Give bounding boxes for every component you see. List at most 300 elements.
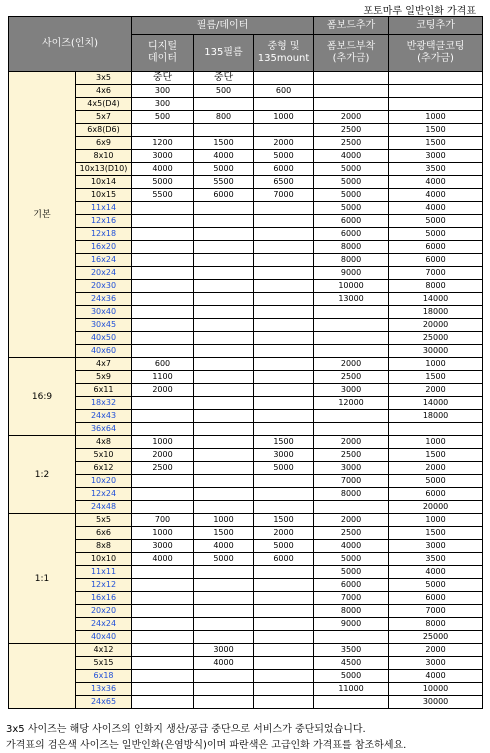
table-row xyxy=(9,462,483,475)
coat-price-cell xyxy=(389,85,483,98)
coat-price-cell: 25000 xyxy=(389,631,483,644)
digital-price-cell xyxy=(132,124,194,137)
film-data-header: 필름/데이터 xyxy=(132,17,314,35)
medium-price-cell xyxy=(254,488,314,501)
table-row xyxy=(9,98,483,111)
foam-price-cell: 11000 xyxy=(314,683,389,696)
digital-price-cell: 2000 xyxy=(132,384,194,397)
foam-price-cell: 2000 xyxy=(314,436,389,449)
foam-price-cell xyxy=(314,85,389,98)
medium-price-cell xyxy=(254,72,314,85)
coat-price-cell: 6000 xyxy=(389,592,483,605)
film135-price-cell: 5000 xyxy=(194,163,254,176)
film135-price-cell xyxy=(194,436,254,449)
table-row xyxy=(9,436,483,449)
digital-price-cell xyxy=(132,670,194,683)
table-row xyxy=(9,358,483,371)
foam-price-cell: 7000 xyxy=(314,592,389,605)
digital-price-cell: 4000 xyxy=(132,163,194,176)
film135-price-cell xyxy=(194,293,254,306)
coat-price-cell: 18000 xyxy=(389,410,483,423)
digital-price-cell xyxy=(132,293,194,306)
coat-price-cell: 3500 xyxy=(389,163,483,176)
medium-price-cell xyxy=(254,384,314,397)
foamboard-attach-header: 폼보드부착 (추가금) xyxy=(314,35,389,72)
digital-price-cell: 600 xyxy=(132,358,194,371)
film135-price-cell xyxy=(194,332,254,345)
film135-price-cell: 500 xyxy=(194,85,254,98)
medium-price-cell xyxy=(254,696,314,709)
digital-price-cell xyxy=(132,241,194,254)
digital-price-cell: 3000 xyxy=(132,150,194,163)
table-row xyxy=(9,345,483,358)
table-row xyxy=(9,293,483,306)
film135-price-cell xyxy=(194,228,254,241)
film135-price-cell: 5500 xyxy=(194,176,254,189)
medium-price-cell xyxy=(254,592,314,605)
film135-price-cell: 1500 xyxy=(194,527,254,540)
size-cell: 10x10 xyxy=(76,553,132,566)
table-row xyxy=(9,176,483,189)
size-cell: 24x36 xyxy=(76,293,132,306)
foam-price-cell: 2500 xyxy=(314,527,389,540)
coat-price-cell: 8000 xyxy=(389,618,483,631)
coat-price-cell: 1500 xyxy=(389,371,483,384)
digital-price-cell xyxy=(132,618,194,631)
size-cell: 6x18 xyxy=(76,670,132,683)
digital-price-cell: 500 xyxy=(132,111,194,124)
size-cell: 10x20 xyxy=(76,475,132,488)
foam-price-cell: 3500 xyxy=(314,644,389,657)
digital-price-cell: 1000 xyxy=(132,436,194,449)
coat-price-cell: 1500 xyxy=(389,449,483,462)
foam-price-cell: 4500 xyxy=(314,657,389,670)
film135-price-cell xyxy=(194,306,254,319)
medium-price-cell xyxy=(254,215,314,228)
medium-mount-header: 중형 및 135mount xyxy=(254,35,314,72)
film135-price-cell xyxy=(194,371,254,384)
table-row xyxy=(9,683,483,696)
foam-price-cell: 2000 xyxy=(314,111,389,124)
coat-price-cell: 8000 xyxy=(389,280,483,293)
medium-price-cell xyxy=(254,410,314,423)
size-cell: 40x50 xyxy=(76,332,132,345)
price-table xyxy=(8,16,483,709)
coat-price-cell: 6000 xyxy=(389,488,483,501)
foam-price-cell: 5000 xyxy=(314,202,389,215)
table-row xyxy=(9,644,483,657)
coat-price-cell: 1500 xyxy=(389,137,483,150)
table-row xyxy=(9,163,483,176)
digital-price-cell xyxy=(132,579,194,592)
coat-price-cell: 1000 xyxy=(389,358,483,371)
film135-price-cell xyxy=(194,423,254,436)
medium-price-cell: 6000 xyxy=(254,553,314,566)
digital-price-cell: 3000 xyxy=(132,540,194,553)
medium-price-cell: 6000 xyxy=(254,163,314,176)
table-row xyxy=(9,566,483,579)
digital-price-cell xyxy=(132,202,194,215)
table-row xyxy=(9,449,483,462)
size-cell: 12x24 xyxy=(76,488,132,501)
table-row xyxy=(9,215,483,228)
coat-price-cell: 5000 xyxy=(389,579,483,592)
film135-price-cell xyxy=(194,631,254,644)
foam-price-cell: 6000 xyxy=(314,228,389,241)
table-row xyxy=(9,111,483,124)
coat-price-cell: 30000 xyxy=(389,345,483,358)
table-row xyxy=(9,384,483,397)
size-cell: 20x30 xyxy=(76,280,132,293)
digital-price-cell xyxy=(132,306,194,319)
group-label: 1:2 xyxy=(9,436,76,514)
film135-price-cell: 800 xyxy=(194,111,254,124)
table-row xyxy=(9,592,483,605)
digital-price-cell: 300 xyxy=(132,85,194,98)
coat-price-cell: 3000 xyxy=(389,540,483,553)
medium-price-cell: 1500 xyxy=(254,514,314,527)
medium-price-cell xyxy=(254,657,314,670)
coat-price-cell: 1500 xyxy=(389,527,483,540)
coat-price-cell: 1000 xyxy=(389,111,483,124)
film135-price-cell xyxy=(194,358,254,371)
foam-price-cell: 10000 xyxy=(314,280,389,293)
film135-price-cell: 4000 xyxy=(194,657,254,670)
medium-price-cell xyxy=(254,644,314,657)
table-row xyxy=(9,501,483,514)
coat-price-cell: 14000 xyxy=(389,293,483,306)
table-row xyxy=(9,527,483,540)
coat-price-cell: 20000 xyxy=(389,319,483,332)
medium-price-cell xyxy=(254,579,314,592)
coat-price-cell: 18000 xyxy=(389,306,483,319)
medium-price-cell xyxy=(254,358,314,371)
size-cell: 6x8(D6) xyxy=(76,124,132,137)
size-cell: 16x24 xyxy=(76,254,132,267)
film135-price-cell xyxy=(194,592,254,605)
digital-price-cell: 1000 xyxy=(132,527,194,540)
film135-price-cell xyxy=(194,488,254,501)
foam-price-cell: 8000 xyxy=(314,241,389,254)
foam-price-cell: 5000 xyxy=(314,176,389,189)
digital-price-cell: 5500 xyxy=(132,189,194,202)
digital-price-cell: 2000 xyxy=(132,449,194,462)
size-cell: 5x7 xyxy=(76,111,132,124)
digital-price-cell xyxy=(132,410,194,423)
size-cell: 16x20 xyxy=(76,241,132,254)
price-table-body xyxy=(9,72,483,709)
digital-price-cell: 5000 xyxy=(132,176,194,189)
foam-price-cell: 5000 xyxy=(314,553,389,566)
foam-price-cell: 2500 xyxy=(314,449,389,462)
table-row xyxy=(9,605,483,618)
digital-price-cell xyxy=(132,644,194,657)
size-header: 사이즈(인치) xyxy=(9,17,132,72)
digital-price-cell xyxy=(132,696,194,709)
medium-price-cell xyxy=(254,371,314,384)
coat-price-cell: 3000 xyxy=(389,657,483,670)
table-row xyxy=(9,241,483,254)
foam-price-cell: 9000 xyxy=(314,618,389,631)
foam-price-cell xyxy=(314,72,389,85)
size-cell: 10x15 xyxy=(76,189,132,202)
coat-price-cell xyxy=(389,423,483,436)
table-row xyxy=(9,397,483,410)
digital-data-header: 디지털 데이터 xyxy=(132,35,194,72)
size-cell: 13x36 xyxy=(76,683,132,696)
digital-price-cell xyxy=(132,631,194,644)
foam-price-cell: 6000 xyxy=(314,579,389,592)
digital-price-cell xyxy=(132,228,194,241)
size-cell: 8x8 xyxy=(76,540,132,553)
table-row xyxy=(9,475,483,488)
size-cell: 24x48 xyxy=(76,501,132,514)
table-row xyxy=(9,488,483,501)
film135-header: 135필름 xyxy=(194,35,254,72)
coat-price-cell: 25000 xyxy=(389,332,483,345)
coat-price-cell: 14000 xyxy=(389,397,483,410)
digital-price-cell: 중단 xyxy=(132,72,194,85)
size-cell: 12x16 xyxy=(76,215,132,228)
table-row xyxy=(9,514,483,527)
medium-price-cell xyxy=(254,228,314,241)
film135-price-cell xyxy=(194,683,254,696)
table-row xyxy=(9,657,483,670)
foam-price-cell: 8000 xyxy=(314,254,389,267)
table-row xyxy=(9,553,483,566)
digital-price-cell: 4000 xyxy=(132,553,194,566)
foam-price-cell: 8000 xyxy=(314,488,389,501)
table-row xyxy=(9,540,483,553)
foam-price-cell: 6000 xyxy=(314,215,389,228)
digital-price-cell xyxy=(132,215,194,228)
coat-price-cell: 2000 xyxy=(389,644,483,657)
size-cell: 10x14 xyxy=(76,176,132,189)
digital-price-cell xyxy=(132,683,194,696)
size-cell: 30x40 xyxy=(76,306,132,319)
foam-price-cell: 12000 xyxy=(314,397,389,410)
medium-price-cell: 5000 xyxy=(254,462,314,475)
table-row xyxy=(9,202,483,215)
film135-price-cell xyxy=(194,98,254,111)
film135-price-cell: 5000 xyxy=(194,553,254,566)
digital-price-cell: 1100 xyxy=(132,371,194,384)
table-row xyxy=(9,267,483,280)
foam-price-cell: 4000 xyxy=(314,540,389,553)
film135-price-cell: 4000 xyxy=(194,150,254,163)
footnote-discontinued: 3x5 사이즈는 해당 사이즈의 인화지 생산/공급 중단으로 서비스가 중단되었습니다. xyxy=(6,724,366,735)
coat-price-cell: 6000 xyxy=(389,241,483,254)
foam-price-cell: 7000 xyxy=(314,475,389,488)
foam-price-cell xyxy=(314,631,389,644)
size-cell: 11x14 xyxy=(76,202,132,215)
medium-price-cell xyxy=(254,475,314,488)
size-cell: 12x12 xyxy=(76,579,132,592)
medium-price-cell xyxy=(254,319,314,332)
digital-price-cell xyxy=(132,605,194,618)
coat-price-cell: 4000 xyxy=(389,176,483,189)
coat-price-cell: 4000 xyxy=(389,566,483,579)
digital-price-cell xyxy=(132,345,194,358)
foam-price-cell: 5000 xyxy=(314,670,389,683)
foam-price-cell: 2000 xyxy=(314,358,389,371)
foam-price-cell: 2500 xyxy=(314,137,389,150)
film135-price-cell xyxy=(194,202,254,215)
digital-price-cell: 2500 xyxy=(132,462,194,475)
digital-price-cell xyxy=(132,267,194,280)
size-cell: 8x10 xyxy=(76,150,132,163)
coat-price-cell: 3500 xyxy=(389,553,483,566)
size-cell: 4x12 xyxy=(76,644,132,657)
film135-price-cell xyxy=(194,254,254,267)
size-cell: 6x11 xyxy=(76,384,132,397)
coat-price-cell: 4000 xyxy=(389,189,483,202)
table-row xyxy=(9,150,483,163)
foam-price-cell: 2000 xyxy=(314,514,389,527)
medium-price-cell xyxy=(254,397,314,410)
table-row xyxy=(9,579,483,592)
size-cell: 6x6 xyxy=(76,527,132,540)
coat-price-cell: 10000 xyxy=(389,683,483,696)
film135-price-cell xyxy=(194,579,254,592)
table-row xyxy=(9,670,483,683)
digital-price-cell xyxy=(132,319,194,332)
foam-price-cell: 9000 xyxy=(314,267,389,280)
size-cell: 4x6 xyxy=(76,85,132,98)
coat-price-cell: 6000 xyxy=(389,254,483,267)
coat-price-cell xyxy=(389,98,483,111)
coat-price-cell: 5000 xyxy=(389,228,483,241)
film135-price-cell xyxy=(194,475,254,488)
size-cell: 24x43 xyxy=(76,410,132,423)
foam-price-cell xyxy=(314,345,389,358)
digital-price-cell xyxy=(132,280,194,293)
size-cell: 30x45 xyxy=(76,319,132,332)
coat-price-cell: 2000 xyxy=(389,462,483,475)
film135-price-cell xyxy=(194,280,254,293)
size-cell: 6x12 xyxy=(76,462,132,475)
medium-price-cell: 5000 xyxy=(254,150,314,163)
size-cell: 24x65 xyxy=(76,696,132,709)
table-row xyxy=(9,189,483,202)
medium-price-cell: 600 xyxy=(254,85,314,98)
table-row xyxy=(9,85,483,98)
foam-price-cell: 5000 xyxy=(314,189,389,202)
digital-price-cell xyxy=(132,566,194,579)
medium-price-cell xyxy=(254,605,314,618)
page-title: 포토마루 일반인화 가격표 xyxy=(363,6,476,17)
table-row xyxy=(9,631,483,644)
coat-price-cell: 7000 xyxy=(389,267,483,280)
size-cell: 11x11 xyxy=(76,566,132,579)
medium-price-cell xyxy=(254,631,314,644)
film135-price-cell xyxy=(194,670,254,683)
foam-price-cell: 13000 xyxy=(314,293,389,306)
film135-price-cell xyxy=(194,696,254,709)
table-row xyxy=(9,332,483,345)
medium-price-cell xyxy=(254,124,314,137)
medium-price-cell xyxy=(254,683,314,696)
film135-price-cell: 1000 xyxy=(194,514,254,527)
medium-price-cell xyxy=(254,670,314,683)
table-row xyxy=(9,72,483,85)
size-cell: 4x7 xyxy=(76,358,132,371)
group-label: 1:1 xyxy=(9,514,76,644)
size-cell: 20x24 xyxy=(76,267,132,280)
size-cell: 4x5(D4) xyxy=(76,98,132,111)
foam-price-cell: 3000 xyxy=(314,384,389,397)
medium-price-cell: 3000 xyxy=(254,449,314,462)
foam-price-cell: 5000 xyxy=(314,566,389,579)
coat-price-cell: 1000 xyxy=(389,514,483,527)
foam-price-cell: 2500 xyxy=(314,124,389,137)
foam-price-cell xyxy=(314,501,389,514)
foam-price-cell: 2500 xyxy=(314,371,389,384)
digital-price-cell xyxy=(132,475,194,488)
size-cell: 4x8 xyxy=(76,436,132,449)
coat-price-cell: 3000 xyxy=(389,150,483,163)
film135-price-cell xyxy=(194,267,254,280)
size-cell: 5x9 xyxy=(76,371,132,384)
medium-price-cell xyxy=(254,566,314,579)
table-row xyxy=(9,124,483,137)
medium-price-cell xyxy=(254,618,314,631)
medium-price-cell: 5000 xyxy=(254,540,314,553)
film135-price-cell xyxy=(194,215,254,228)
table-row xyxy=(9,137,483,150)
film135-price-cell xyxy=(194,501,254,514)
foam-price-cell: 3000 xyxy=(314,462,389,475)
coat-price-cell: 4000 xyxy=(389,202,483,215)
film135-price-cell xyxy=(194,319,254,332)
medium-price-cell xyxy=(254,267,314,280)
group-label: 16:9 xyxy=(9,358,76,436)
size-cell: 18x32 xyxy=(76,397,132,410)
table-row xyxy=(9,371,483,384)
medium-price-cell xyxy=(254,423,314,436)
coat-price-cell: 20000 xyxy=(389,501,483,514)
film135-price-cell xyxy=(194,345,254,358)
size-cell: 5x10 xyxy=(76,449,132,462)
film135-price-cell xyxy=(194,605,254,618)
digital-price-cell: 1200 xyxy=(132,137,194,150)
foam-price-cell: 8000 xyxy=(314,605,389,618)
table-row xyxy=(9,410,483,423)
size-cell: 12x18 xyxy=(76,228,132,241)
foam-price-cell: 4000 xyxy=(314,150,389,163)
table-row xyxy=(9,423,483,436)
digital-price-cell xyxy=(132,592,194,605)
group-label xyxy=(9,644,76,709)
matte-coating-header: 반광택클코팅 (추가금) xyxy=(389,35,483,72)
digital-price-cell xyxy=(132,423,194,436)
medium-price-cell xyxy=(254,293,314,306)
foam-price-cell: 5000 xyxy=(314,163,389,176)
film135-price-cell xyxy=(194,124,254,137)
table-row xyxy=(9,280,483,293)
film135-price-cell xyxy=(194,397,254,410)
digital-price-cell xyxy=(132,657,194,670)
film135-price-cell: 6000 xyxy=(194,189,254,202)
size-cell: 6x9 xyxy=(76,137,132,150)
size-cell: 36x64 xyxy=(76,423,132,436)
film135-price-cell: 1500 xyxy=(194,137,254,150)
foam-price-cell xyxy=(314,332,389,345)
size-cell: 24x24 xyxy=(76,618,132,631)
coat-price-cell: 4000 xyxy=(389,670,483,683)
medium-price-cell: 1500 xyxy=(254,436,314,449)
medium-price-cell: 1000 xyxy=(254,111,314,124)
